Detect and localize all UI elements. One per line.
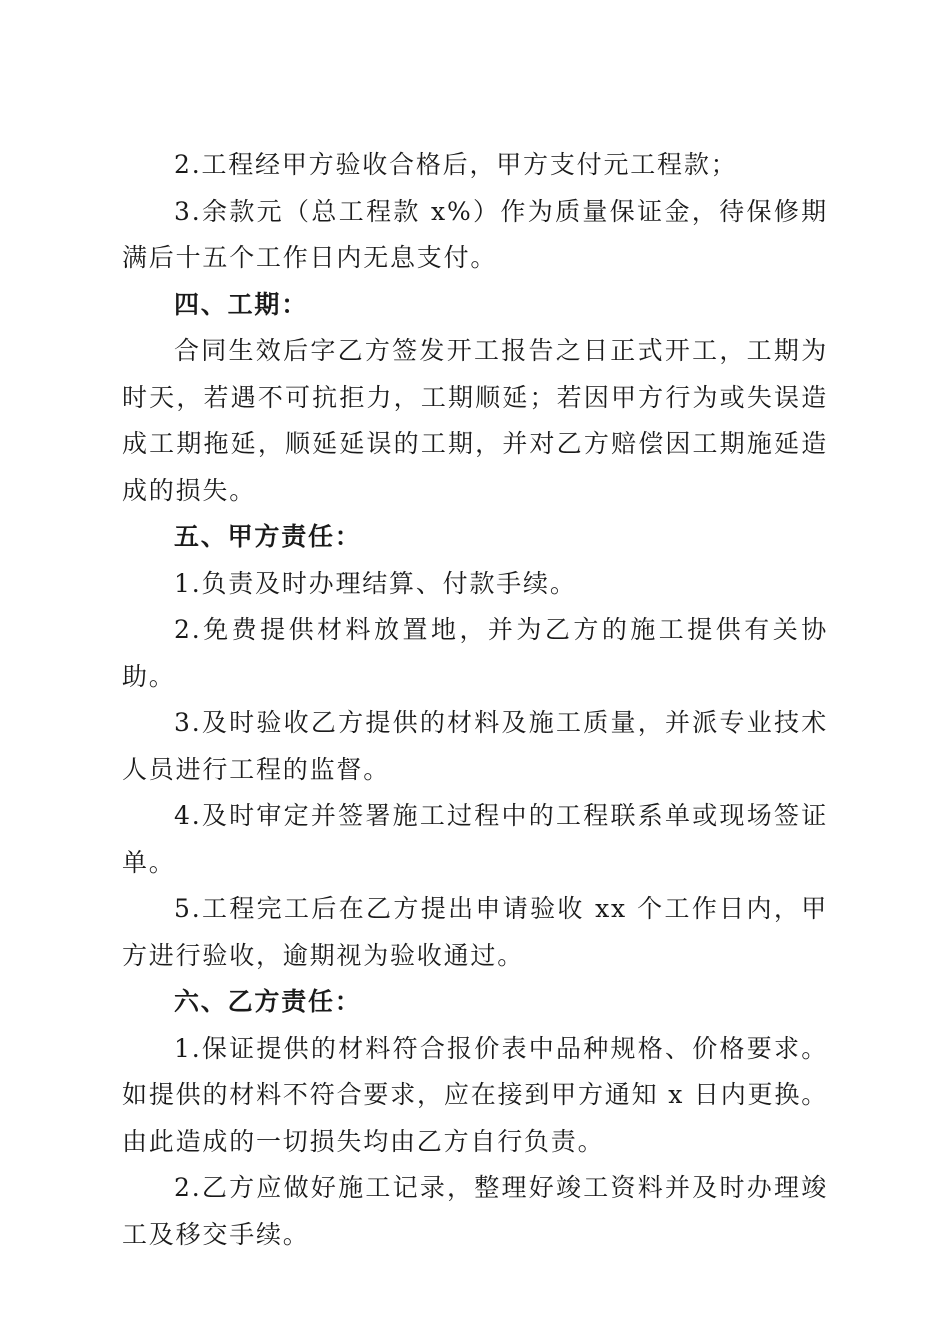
party-b-clause-1: 1.保证提供的材料符合报价表中品种规格、价格要求。如提供的材料不符合要求，应在接到甲方通知 x 日内更换。由此造成的一切损失均由乙方自行负责。 xyxy=(122,1033,828,1156)
party-a-clause-2: 2.免费提供材料放置地，并为乙方的施工提供有关协助。 xyxy=(122,615,828,691)
party-a-clause-5: 5.工程完工后在乙方提出申请验收 xx 个工作日内，甲方进行验收，逾期视为验收通过。 xyxy=(122,894,828,970)
document-body xyxy=(122,142,828,1258)
schedule-clause: 合同生效后字乙方签发开工报告之日正式开工，工期为时天，若遇不可抗拒力，工期顺延；若因甲方行为或失误造成工期拖延，顺延延误的工期，并对乙方赔偿因工期施延造成的损失。 xyxy=(122,336,828,505)
party-b-clause-2: 2.乙方应做好施工记录，整理好竣工资料并及时办理竣工及移交手续。 xyxy=(122,1173,828,1249)
section-heading-party-a-duties: 五、甲方责任： xyxy=(174,522,362,551)
section-heading-schedule: 四、工期： xyxy=(174,289,309,319)
party-a-clause-1: 1.负责及时办理结算、付款手续。 xyxy=(174,568,577,598)
section-heading-party-b-duties: 六、乙方责任： xyxy=(174,987,362,1016)
payment-clause-3: 3.余款元（总工程款 x%）作为质量保证金，待保修期满后十五个工作日内无息支付。 xyxy=(122,196,828,272)
party-a-clause-4: 4.及时审定并签署施工过程中的工程联系单或现场签证单。 xyxy=(122,801,828,877)
party-a-clause-3: 3.及时验收乙方提供的材料及施工质量，并派专业技术人员进行工程的监督。 xyxy=(122,708,828,784)
payment-clause-2: 2.工程经甲方验收合格后，甲方支付元工程款； xyxy=(174,150,738,179)
